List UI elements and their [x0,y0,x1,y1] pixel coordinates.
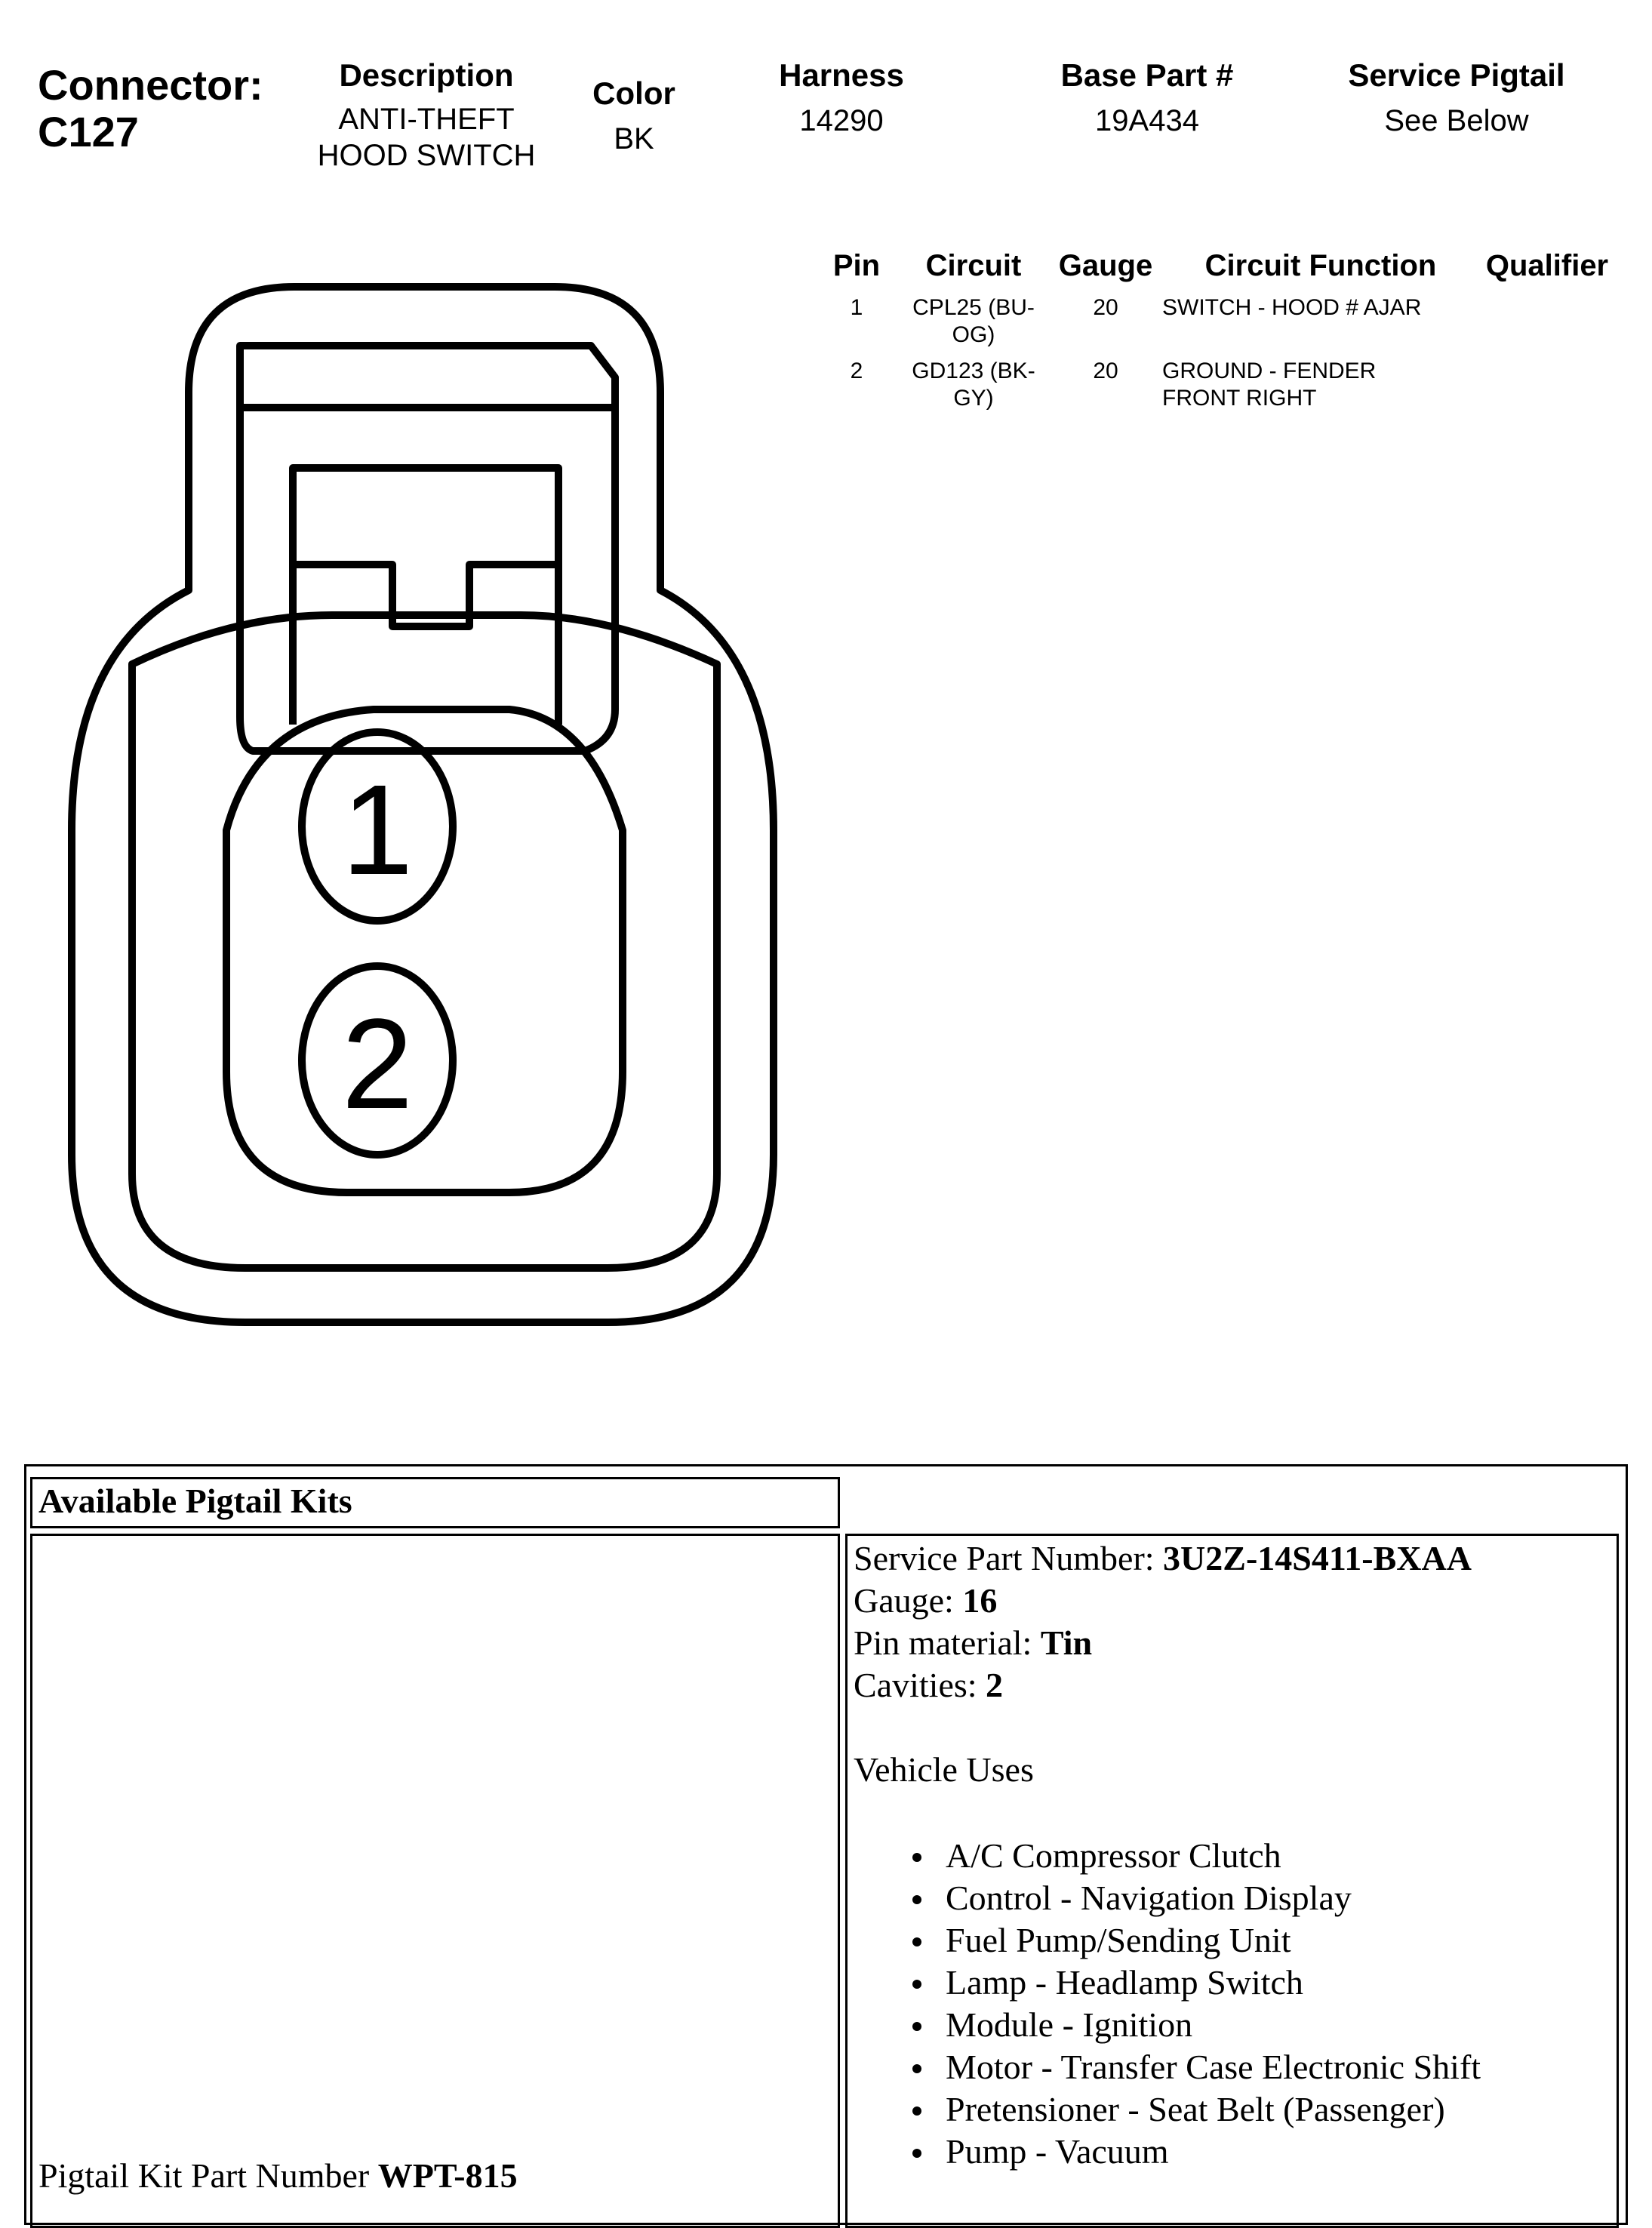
base-part-header: Base Part # [1060,57,1234,93]
pin-2-function [1162,358,1472,412]
kit-gauge-label: Gauge: [854,1581,963,1620]
cavity-1-label: 1 [341,759,414,902]
harness-value: 14290 [799,104,884,137]
bullet-icon [912,2106,921,2116]
bullet-icon [912,1937,921,1946]
color-value: BK [614,122,654,155]
connector-label: Connector: [38,61,263,109]
pigtail-kits-title: Available Pigtail Kits [38,1482,352,1520]
harness-header: Harness [779,57,904,93]
qualifier-col-header: Qualifier [1485,249,1609,282]
vehicle-use-item: Module - Ignition [946,2004,1608,2046]
pin-2-circuit-line2: GY) [953,386,994,411]
connector-face-diagram [0,0,830,1359]
gauge-col-header: Gauge [1058,249,1153,282]
pin-1-circuit-line1: CPL25 (BU- [912,295,1035,320]
service-part-details [854,1537,1608,2173]
pin-2-circuit-line1: GD123 (BK- [912,359,1035,383]
pin-2-function-line1: GROUND - FENDER [1162,359,1377,383]
cavity-2-label: 2 [341,992,414,1136]
vehicle-use-item: Pump - Vacuum [946,2131,1608,2173]
pin-1-function-line1: SWITCH - HOOD # AJAR [1162,295,1422,320]
service-pigtail-header: Service Pigtail [1348,57,1565,93]
vehicle-use-item: Lamp - Headlamp Switch [946,1962,1608,2004]
color-header: Color [592,75,675,111]
pin-material-value: Tin [1040,1623,1093,1662]
pin-carrier-outline [226,709,623,1192]
vehicle-use-item: Pretensioner - Seat Belt (Passenger) [946,2088,1608,2131]
vehicle-use-item: A/C Compressor Clutch [946,1835,1608,1877]
cavities-value: 2 [986,1666,1004,1704]
pin-material-line [854,1622,1608,1664]
pin-2-circuit [898,358,1049,412]
cavities-label: Cavities: [854,1666,986,1704]
pigtail-kit-left-cell [30,1534,840,2228]
pin-material-label: Pin material: [854,1623,1041,1662]
connector-id: C127 [38,108,139,155]
pin-1-circuit-line2: OG) [952,322,995,347]
bullet-icon [912,1853,921,1862]
pin-2-function-line2: FRONT RIGHT [1162,386,1317,411]
circuit-col-header: Circuit [925,249,1022,282]
vehicle-use-item: Fuel Pump/Sending Unit [946,1919,1608,1962]
latch-tab-outline [293,468,558,725]
bullet-icon [912,1980,921,1989]
vehicle-use-item: Motor - Transfer Case Electronic Shift [946,2046,1608,2088]
pin-1-function [1162,294,1472,322]
pigtail-kit-part-number [38,2155,518,2197]
pigtail-kit-right-cell [845,1534,1619,2228]
bullet-icon [912,1895,921,1904]
service-pigtail-value: See Below [1384,104,1529,137]
pin-col-header: Pin [832,249,881,282]
pin-1-number: 1 [850,295,863,320]
bullet-icon [912,2022,921,2031]
pin-2-gauge: 20 [1093,359,1118,383]
service-part-number-value: 3U2Z-14S411-BXAA [1163,1539,1472,1577]
kit-gauge-value: 16 [962,1581,998,1620]
vehicle-uses-heading: Vehicle Uses [854,1750,1034,1789]
pigtail-kit-part-label: Pigtail Kit Part Number [38,2156,378,2195]
pin-2-number: 2 [850,359,863,383]
kit-gauge-line [854,1580,1608,1622]
function-col-header: Circuit Function [1204,249,1437,282]
bullet-icon [912,2149,921,2158]
service-part-number-line [854,1537,1608,1580]
description-line-2: HOOD SWITCH [317,139,536,172]
pigtail-kits-title-cell [30,1477,840,1528]
cavities-line [854,1664,1608,1706]
housing-outer-outline [72,287,774,1322]
vehicle-uses-list [946,1835,1608,2173]
vehicle-use-item: Control - Navigation Display [946,1877,1608,1919]
service-part-number-label: Service Part Number: [854,1539,1164,1577]
bullet-icon [912,2064,921,2073]
description-header: Description [339,57,514,93]
base-part-value: 19A434 [1095,104,1199,137]
pigtail-kit-part-value: WPT-815 [377,2156,518,2195]
pin-1-gauge: 20 [1093,295,1118,320]
description-line-1: ANTI-THEFT [338,103,515,136]
pin-1-circuit [898,294,1049,349]
